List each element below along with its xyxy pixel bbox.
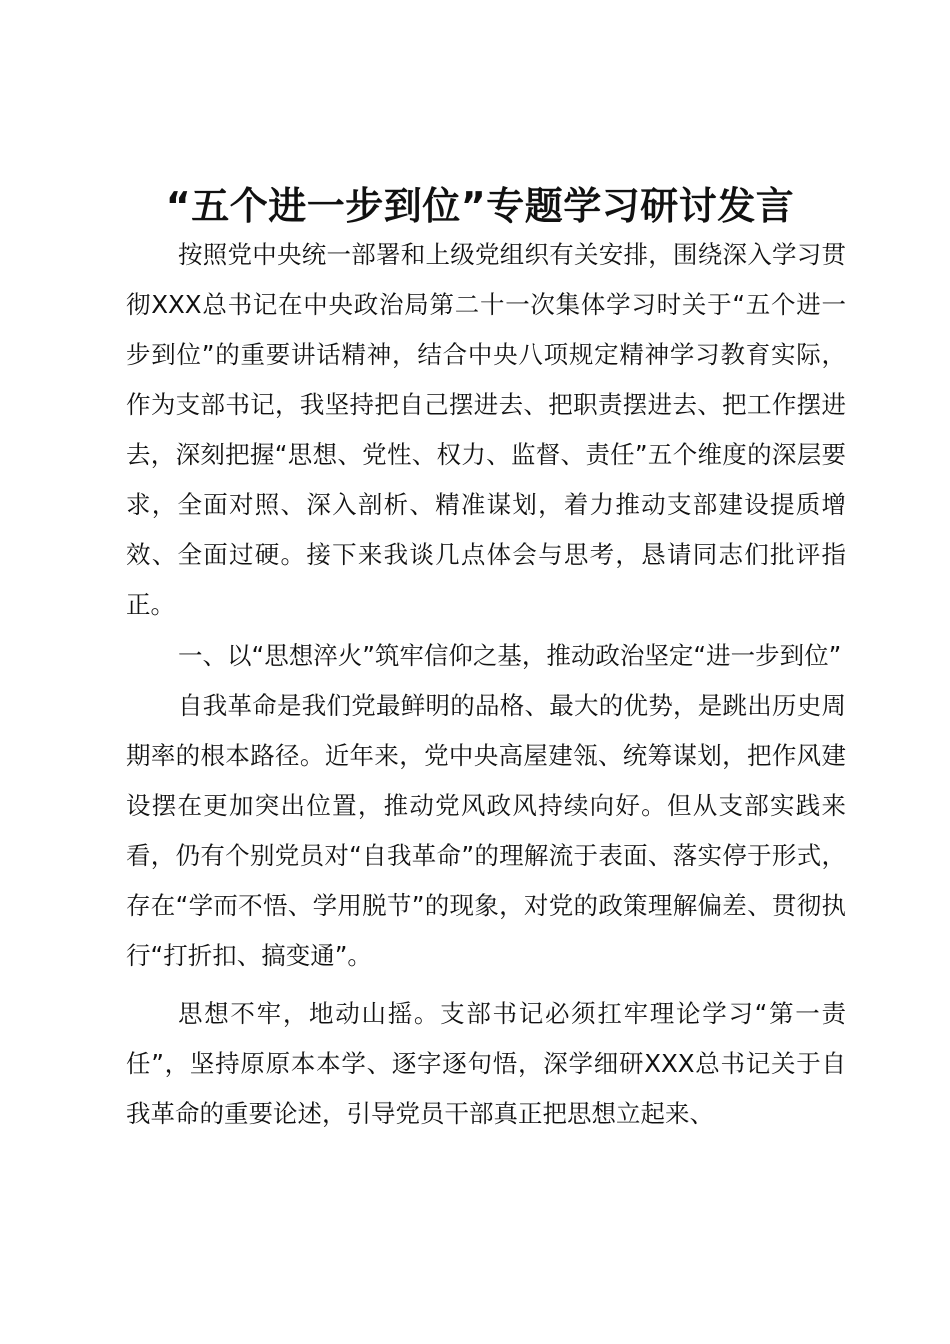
body-paragraph-2: 思想不牢，地动山摇。支部书记必须扛牢理论学习“第一责任”，坚持原原本本学、逐字逐句悟，深学细研XXX总书记关于自我革命的重要论述，引导党员干部真正把思想立起来、 xyxy=(126,999,846,1128)
document-title: “五个进一步到位”专题学习研讨发言 xyxy=(165,184,795,228)
document-body xyxy=(126,230,846,1139)
body-paragraph-1: 自我革命是我们党最鲜明的品格、最大的优势，是跳出历史周期率的根本路径。近年来，党中央高屋建瓴、统筹谋划，把作风建设摆在更加突出位置，推动党风政风持续向好。但从支部实践来看，仍有个别党员对“自我革命”的理解流于表面、落实停于形式，存在“学而不悟、学用脱节”的现象，对党的政策理解偏差、贯彻执行“打折扣、搞变通”。 xyxy=(126,691,846,970)
section-heading-1: 一、以“思想淬火”筑牢信仰之基，推动政治坚定“进一步到位” xyxy=(178,641,842,670)
intro-paragraph: 按照党中央统一部署和上级党组织有关安排，围绕深入学习贯彻XXX总书记在中央政治局第二十一次集体学习时关于“五个进一步到位”的重要讲话精神，结合中央八项规定精神学习教育实际，作为支部书记，我坚持把自己摆进去、把职责摆进去、把工作摆进去，深刻把握“思想、党性、权力、监督、责任”五个维度的深层要求，全面对照、深入剖析、精准谋划，着力推动支部建设提质增效、全面过硬。接下来我谈几点体会与思考，恳请同志们批评指正。 xyxy=(126,240,846,619)
